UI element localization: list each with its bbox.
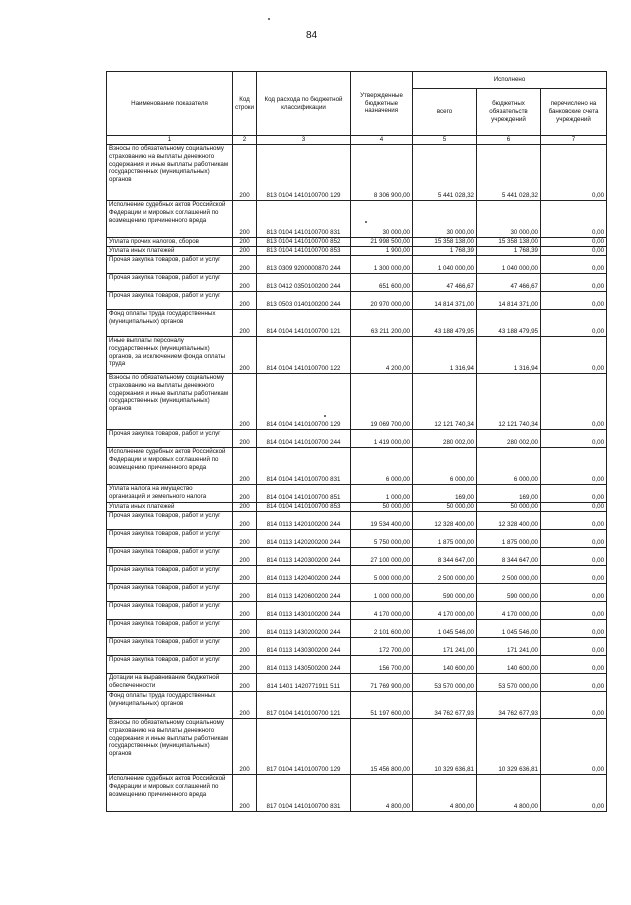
header-total: всего <box>413 89 477 136</box>
row-line-code: 200 <box>233 566 257 584</box>
row-name: Исполнение судебных актов Российской Федерации и мировых соглашений по возмещению причиненного вреда <box>107 448 233 485</box>
row-name: Дотации на выравнивание бюджетной обеспеченности <box>107 674 233 692</box>
row-name: Взносы по обязательному социальному страхованию на выплаты денежного содержания и иные выплаты работникам государственных (муниципальных) органов <box>107 145 233 201</box>
row-bank-accounts: 0,00 <box>541 775 607 812</box>
row-budget-code: 814 0104 1410100700 129 <box>257 374 351 430</box>
table-row <box>107 692 607 719</box>
row-institutions: 12 328 400,00 <box>477 512 541 530</box>
row-name: Исполнение судебных актов Российской Федерации и мировых соглашений по возмещению причиненного вреда <box>107 775 233 812</box>
row-line-code: 200 <box>233 638 257 656</box>
header-name: Наименование показателя <box>107 72 233 136</box>
row-budget-code: 814 0104 1410100700 244 <box>257 430 351 448</box>
row-line-code: 200 <box>233 274 257 292</box>
row-budget-code: 814 0113 1420300200 244 <box>257 548 351 566</box>
table-row <box>107 337 607 374</box>
scan-speck <box>365 221 367 223</box>
row-line-code: 200 <box>233 530 257 548</box>
row-budget-code: 813 0104 1410100700 129 <box>257 145 351 201</box>
row-bank-accounts: 0,00 <box>541 548 607 566</box>
row-line-code: 200 <box>233 238 257 247</box>
row-line-code: 200 <box>233 602 257 620</box>
row-name: Прочая закупка товаров, работ и услуг <box>107 584 233 602</box>
row-approved: 21 998 500,00 <box>351 238 413 247</box>
row-bank-accounts: 0,00 <box>541 430 607 448</box>
row-approved: 1 000,00 <box>351 485 413 503</box>
row-budget-code: 814 0113 1420100200 244 <box>257 512 351 530</box>
table-row <box>107 448 607 485</box>
row-approved: 4 800,00 <box>351 775 413 812</box>
row-bank-accounts: 0,00 <box>541 256 607 274</box>
row-name: Уплата налога на имущество организаций и земельного налога <box>107 485 233 503</box>
row-total: 4 800,00 <box>413 775 477 812</box>
row-institutions: 590 000,00 <box>477 584 541 602</box>
row-line-code: 200 <box>233 656 257 674</box>
row-institutions: 14 814 371,00 <box>477 292 541 310</box>
row-total: 34 762 677,93 <box>413 692 477 719</box>
table-row <box>107 548 607 566</box>
row-institutions: 1 875 000,00 <box>477 530 541 548</box>
row-line-code: 200 <box>233 503 257 512</box>
row-budget-code: 813 0503 0140100200 244 <box>257 292 351 310</box>
row-budget-code: 814 0113 1420200200 244 <box>257 530 351 548</box>
row-name: Уплата прочих налогов, сборов <box>107 238 233 247</box>
table-row <box>107 638 607 656</box>
header-approved: Утвержденные бюджетные назначения <box>351 72 413 136</box>
row-budget-code: 814 0104 1410100700 122 <box>257 337 351 374</box>
row-approved: 1 900,00 <box>351 247 413 256</box>
row-bank-accounts: 0,00 <box>541 201 607 238</box>
row-total: 5 441 028,32 <box>413 145 477 201</box>
table-row <box>107 256 607 274</box>
row-institutions: 280 002,00 <box>477 430 541 448</box>
column-number: 7 <box>541 136 607 145</box>
row-name: Прочая закупка товаров, работ и услуг <box>107 566 233 584</box>
row-total: 8 344 647,00 <box>413 548 477 566</box>
table-row <box>107 620 607 638</box>
row-approved: 63 211 200,00 <box>351 310 413 337</box>
scan-speck <box>268 18 270 20</box>
row-bank-accounts: 0,00 <box>541 656 607 674</box>
row-bank-accounts: 0,00 <box>541 247 607 256</box>
row-total: 10 329 636,81 <box>413 719 477 775</box>
row-name: Прочая закупка товаров, работ и услуг <box>107 430 233 448</box>
row-approved: 50 000,00 <box>351 503 413 512</box>
table-row <box>107 145 607 201</box>
row-name: Взносы по обязательному социальному страхованию на выплаты денежного содержания и иные выплаты работникам государственных (муниципальных) органов <box>107 374 233 430</box>
row-total: 2 500 000,00 <box>413 566 477 584</box>
table-row <box>107 485 607 503</box>
row-approved: 8 306 900,00 <box>351 145 413 201</box>
row-institutions: 53 570 000,00 <box>477 674 541 692</box>
row-budget-code: 814 0104 1410100700 831 <box>257 448 351 485</box>
row-line-code: 200 <box>233 584 257 602</box>
table-row <box>107 503 607 512</box>
column-number: 6 <box>477 136 541 145</box>
row-bank-accounts: 0,00 <box>541 638 607 656</box>
table-row <box>107 247 607 256</box>
row-line-code: 200 <box>233 430 257 448</box>
row-name: Прочая закупка товаров, работ и услуг <box>107 656 233 674</box>
row-line-code: 200 <box>233 548 257 566</box>
row-name: Прочая закупка товаров, работ и услуг <box>107 638 233 656</box>
row-institutions: 10 329 636,81 <box>477 719 541 775</box>
column-number: 1 <box>107 136 233 145</box>
row-name: Прочая закупка товаров, работ и услуг <box>107 548 233 566</box>
table-row <box>107 656 607 674</box>
table-row <box>107 292 607 310</box>
row-institutions: 5 441 028,32 <box>477 145 541 201</box>
row-line-code: 200 <box>233 337 257 374</box>
row-institutions: 171 241,00 <box>477 638 541 656</box>
row-budget-code: 813 0104 1410100700 853 <box>257 247 351 256</box>
table-row <box>107 602 607 620</box>
row-line-code: 200 <box>233 692 257 719</box>
row-approved: 5 750 000,00 <box>351 530 413 548</box>
row-approved: 1 419 000,00 <box>351 430 413 448</box>
row-institutions: 34 762 677,93 <box>477 692 541 719</box>
table-row <box>107 719 607 775</box>
row-budget-code: 814 0113 1430500200 244 <box>257 656 351 674</box>
row-approved: 27 100 000,00 <box>351 548 413 566</box>
row-total: 1 768,39 <box>413 247 477 256</box>
row-bank-accounts: 0,00 <box>541 337 607 374</box>
row-approved: 1 300 000,00 <box>351 256 413 274</box>
row-bank-accounts: 0,00 <box>541 238 607 247</box>
table-row <box>107 566 607 584</box>
row-name: Взносы по обязательному социальному страхованию на выплаты денежного содержания и иные выплаты работникам государственных (муниципальных) органов <box>107 719 233 775</box>
row-approved: 2 101 600,00 <box>351 620 413 638</box>
row-institutions: 30 000,00 <box>477 201 541 238</box>
row-total: 169,00 <box>413 485 477 503</box>
row-institutions: 169,00 <box>477 485 541 503</box>
row-approved: 172 700,00 <box>351 638 413 656</box>
row-total: 590 000,00 <box>413 584 477 602</box>
row-budget-code: 814 0104 1410100700 853 <box>257 503 351 512</box>
row-line-code: 200 <box>233 674 257 692</box>
row-total: 47 466,67 <box>413 274 477 292</box>
row-approved: 19 534 400,00 <box>351 512 413 530</box>
row-budget-code: 814 0113 1420400200 244 <box>257 566 351 584</box>
row-bank-accounts: 0,00 <box>541 310 607 337</box>
page-number: 84 <box>306 30 318 41</box>
column-number-row <box>107 136 607 145</box>
row-budget-code: 814 0113 1430100200 244 <box>257 602 351 620</box>
row-bank-accounts: 0,00 <box>541 374 607 430</box>
row-budget-code: 817 0104 1410100700 831 <box>257 775 351 812</box>
row-budget-code: 814 0113 1420600200 244 <box>257 584 351 602</box>
row-total: 15 358 138,00 <box>413 238 477 247</box>
row-institutions: 12 121 740,34 <box>477 374 541 430</box>
column-number: 3 <box>257 136 351 145</box>
row-name: Прочая закупка товаров, работ и услуг <box>107 620 233 638</box>
table-row <box>107 674 607 692</box>
row-total: 43 188 479,95 <box>413 310 477 337</box>
row-budget-code: 814 1401 1420771911 511 <box>257 674 351 692</box>
table-row <box>107 775 607 812</box>
row-line-code: 200 <box>233 256 257 274</box>
row-bank-accounts: 0,00 <box>541 719 607 775</box>
table-row <box>107 512 607 530</box>
row-bank-accounts: 0,00 <box>541 602 607 620</box>
row-institutions: 50 000,00 <box>477 503 541 512</box>
row-line-code: 200 <box>233 775 257 812</box>
header-line-code: Код строки <box>233 72 257 136</box>
column-number: 5 <box>413 136 477 145</box>
row-approved: 19 069 700,00 <box>351 374 413 430</box>
row-name: Фонд оплаты труда государственных (муниципальных) органов <box>107 310 233 337</box>
table-row <box>107 430 607 448</box>
row-bank-accounts: 0,00 <box>541 566 607 584</box>
row-institutions: 4 800,00 <box>477 775 541 812</box>
row-approved: 4 170 000,00 <box>351 602 413 620</box>
row-budget-code: 814 0113 1430300200 244 <box>257 638 351 656</box>
table-row <box>107 584 607 602</box>
row-name: Уплата иных платежей <box>107 503 233 512</box>
table-row <box>107 374 607 430</box>
row-name: Прочая закупка товаров, работ и услуг <box>107 274 233 292</box>
row-total: 53 570 000,00 <box>413 674 477 692</box>
row-total: 1 875 000,00 <box>413 530 477 548</box>
table-body <box>107 145 607 812</box>
row-line-code: 200 <box>233 485 257 503</box>
table-row <box>107 530 607 548</box>
row-bank-accounts: 0,00 <box>541 674 607 692</box>
row-approved: 51 197 600,00 <box>351 692 413 719</box>
row-total: 30 000,00 <box>413 201 477 238</box>
row-total: 140 600,00 <box>413 656 477 674</box>
row-name: Прочая закупка товаров, работ и услуг <box>107 512 233 530</box>
row-bank-accounts: 0,00 <box>541 503 607 512</box>
row-approved: 30 000,00 <box>351 201 413 238</box>
row-name: Фонд оплаты труда государственных (муниципальных) органов <box>107 692 233 719</box>
table-row <box>107 310 607 337</box>
row-institutions: 15 358 138,00 <box>477 238 541 247</box>
row-line-code: 200 <box>233 247 257 256</box>
row-total: 6 000,00 <box>413 448 477 485</box>
row-total: 12 328 400,00 <box>413 512 477 530</box>
row-line-code: 200 <box>233 201 257 238</box>
row-line-code: 200 <box>233 620 257 638</box>
row-approved: 5 000 000,00 <box>351 566 413 584</box>
row-total: 1 045 546,00 <box>413 620 477 638</box>
row-budget-code: 814 0104 1410100700 851 <box>257 485 351 503</box>
row-total: 12 121 740,34 <box>413 374 477 430</box>
column-number: 2 <box>233 136 257 145</box>
row-name: Исполнение судебных актов Российской Федерации и мировых соглашений по возмещению причиненного вреда <box>107 201 233 238</box>
row-approved: 71 769 900,00 <box>351 674 413 692</box>
header-budget-code: Код расхода по бюджетной классификации <box>257 72 351 136</box>
row-total: 171 241,00 <box>413 638 477 656</box>
table-row <box>107 274 607 292</box>
row-approved: 6 000,00 <box>351 448 413 485</box>
row-total: 14 814 371,00 <box>413 292 477 310</box>
row-name: Прочая закупка товаров, работ и услуг <box>107 292 233 310</box>
row-line-code: 200 <box>233 512 257 530</box>
row-name: Прочая закупка товаров, работ и услуг <box>107 602 233 620</box>
row-institutions: 2 500 000,00 <box>477 566 541 584</box>
header-bank-accounts: перечислено на банковские счета учреждений <box>541 89 607 136</box>
row-approved: 15 456 800,00 <box>351 719 413 775</box>
row-institutions: 47 466,67 <box>477 274 541 292</box>
row-bank-accounts: 0,00 <box>541 692 607 719</box>
row-budget-code: 813 0104 1410100700 831 <box>257 201 351 238</box>
row-budget-code: 817 0104 1410100700 121 <box>257 692 351 719</box>
row-bank-accounts: 0,00 <box>541 274 607 292</box>
row-total: 1 040 000,00 <box>413 256 477 274</box>
row-approved: 156 700,00 <box>351 656 413 674</box>
row-line-code: 200 <box>233 145 257 201</box>
row-institutions: 140 600,00 <box>477 656 541 674</box>
row-institutions: 1 316,94 <box>477 337 541 374</box>
row-total: 50 000,00 <box>413 503 477 512</box>
row-institutions: 8 344 647,00 <box>477 548 541 566</box>
row-line-code: 200 <box>233 310 257 337</box>
header-executed: Исполнено <box>413 72 607 89</box>
row-institutions: 1 045 546,00 <box>477 620 541 638</box>
row-total: 1 316,94 <box>413 337 477 374</box>
row-name: Иные выплаты персоналу государственных (муниципальных) органов, за исключением фонда оплаты труда <box>107 337 233 374</box>
row-name: Уплата иных платежей <box>107 247 233 256</box>
row-bank-accounts: 0,00 <box>541 145 607 201</box>
row-institutions: 1 040 000,00 <box>477 256 541 274</box>
row-budget-code: 814 0113 1430200200 244 <box>257 620 351 638</box>
row-budget-code: 814 0104 1410100700 121 <box>257 310 351 337</box>
scan-speck <box>324 415 326 417</box>
header-institutions: бюджетных обязательств учреждений <box>477 89 541 136</box>
row-bank-accounts: 0,00 <box>541 584 607 602</box>
row-budget-code: 817 0104 1410100700 129 <box>257 719 351 775</box>
row-approved: 1 000 000,00 <box>351 584 413 602</box>
row-institutions: 6 000,00 <box>477 448 541 485</box>
row-line-code: 200 <box>233 292 257 310</box>
table-row <box>107 201 607 238</box>
row-budget-code: 813 0104 1410100700 852 <box>257 238 351 247</box>
row-line-code: 200 <box>233 448 257 485</box>
row-total: 280 002,00 <box>413 430 477 448</box>
row-bank-accounts: 0,00 <box>541 620 607 638</box>
table-header <box>107 72 607 145</box>
row-approved: 651 600,00 <box>351 274 413 292</box>
table-row <box>107 238 607 247</box>
row-institutions: 43 188 479,95 <box>477 310 541 337</box>
row-approved: 20 970 000,00 <box>351 292 413 310</box>
row-institutions: 1 768,39 <box>477 247 541 256</box>
row-bank-accounts: 0,00 <box>541 530 607 548</box>
expenditure-table <box>106 71 607 812</box>
row-institutions: 4 170 000,00 <box>477 602 541 620</box>
column-number: 4 <box>351 136 413 145</box>
row-approved: 4 200,00 <box>351 337 413 374</box>
row-bank-accounts: 0,00 <box>541 448 607 485</box>
row-bank-accounts: 0,00 <box>541 485 607 503</box>
row-budget-code: 813 0412 0350100200 244 <box>257 274 351 292</box>
row-bank-accounts: 0,00 <box>541 512 607 530</box>
row-budget-code: 813 0309 9200000870 244 <box>257 256 351 274</box>
row-name: Прочая закупка товаров, работ и услуг <box>107 256 233 274</box>
row-bank-accounts: 0,00 <box>541 292 607 310</box>
row-total: 4 170 000,00 <box>413 602 477 620</box>
row-line-code: 200 <box>233 374 257 430</box>
row-name: Прочая закупка товаров, работ и услуг <box>107 530 233 548</box>
row-line-code: 200 <box>233 719 257 775</box>
